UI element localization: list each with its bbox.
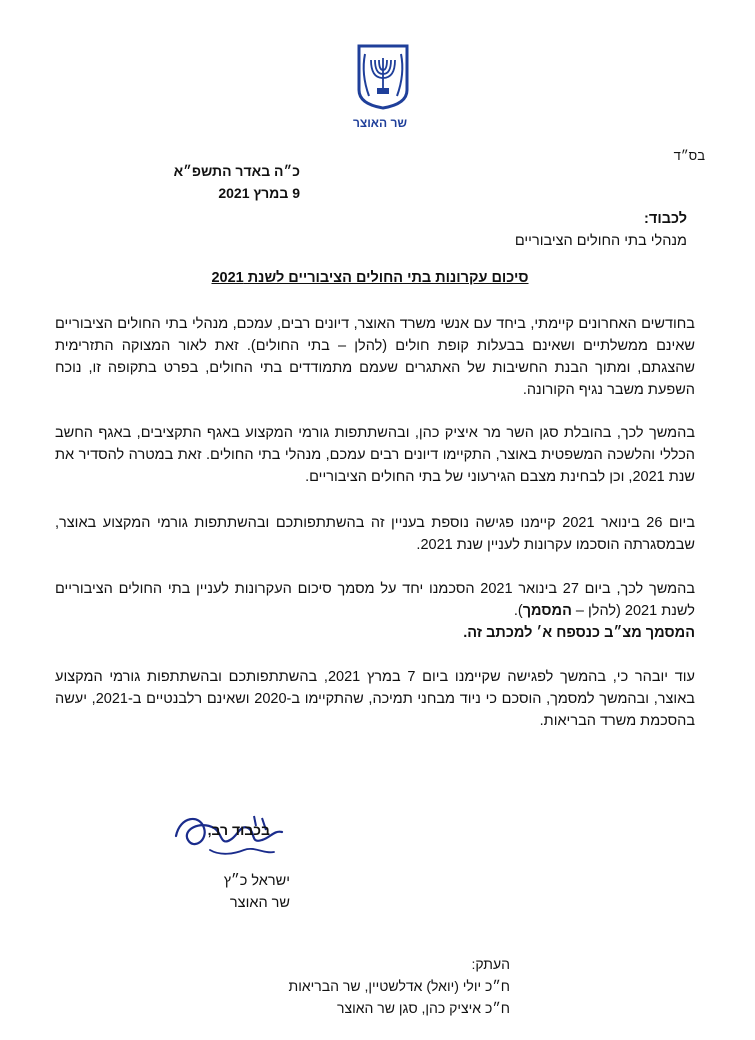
paragraph-1: בחודשים האחרונים קיימתי, ביחד עם אנשי משרד האוצר, דיונים רבים, עמכם, מנהלי בתי החולים הציבוריים שאינם ממשלתיים ושאינם בבעלות קופת חולים (להלן – בתי החולים). זאת לאור המצוקה התזרימית שהצגתם, ומתוך הבנת החשיבות של האתגרים שעמם מתמודדים בתי החולים, בפרט בתקופה זו, נוכח השפעת משבר נגיף הקורונה. [55,316,695,398]
paragraph-4-text: בהמשך לכך, ביום 27 בינואר 2021 הסכמנו יחד על מסמך סיכום העקרונות לעניין בתי החולים הציבוריים לשנת 2021 (להלן – [55,581,695,619]
bsd-mark: בס״ד [673,148,705,163]
letter-subject: סיכום עקרונות בתי החולים הציבוריים לשנת 2021 [211,270,529,286]
paragraph-5: המסמך מצ״ב כנספח א׳ למכתב זה. [463,625,695,641]
signer-block [190,870,290,914]
cc-label: העתק: [471,956,510,972]
paragraph-6: עוד יובהר כי, בהמשך לפגישה שקיימנו ביום 7 במרץ 2021, בהשתתפותכם ובהשתתפות גורמי המקצוע באוצר, ובהמשך למסמך, הוסכם כי ניוד מבחני תמיכה, שהתקיימו ב-2020 ושאינם רלבנטיים ב-2021, יעשה בהסכמת משרד הבריאות. [55,669,696,729]
state-emblem-icon [355,44,411,110]
ministry-caption: שר האוצר [352,116,408,130]
paragraph-4 [55,578,695,622]
hebrew-date: כ״ה באדר התשפ״א [173,163,300,179]
cc-item: ח״כ יולי (יואל) אדלשטיין, שר הבריאות [288,978,510,994]
recipient-label: לכבוד: [644,211,687,227]
closing-phrase: בכבוד רב, [207,822,270,838]
gregorian-date: 9 במרץ 2021 [218,185,300,201]
paragraph-4-bold: המסמך [522,603,572,619]
paragraph-2: בהמשך לכך, בהובלת סגן השר מר איציק כהן, ובהשתתפות גורמי המקצוע באגף התקציבים, באגף החשב הכללי והלשכה המשפטית באוצר, התקיימו דיונים רבים עמכם, מנהלי בתי החולים. זאת במטרה להסדיר את שנת 2021, וכן לבחינת מצבם הגירעוני של בתי החולים הציבוריים. [55,425,695,485]
signer-name: ישראל כ״ץ [223,873,290,889]
cc-block [289,953,510,1019]
paragraph-4-end: ). [513,603,523,619]
date-block [140,160,300,204]
recipient-name: מנהלי בתי החולים הציבוריים [514,233,687,249]
recipient-block [515,208,687,252]
signer-title: שר האוצר [229,895,290,911]
cc-item: ח״כ איציק כהן, סגן שר האוצר [337,1000,510,1016]
paragraph-3: ביום 26 בינואר 2021 קיימנו פגישה נוספת בעניין זה בהשתתפותכם ובהשתתפות גורמי המקצוע באוצר, שבמסגרתה הוסכמו עקרונות לעניין שנת 2021. [55,515,695,553]
